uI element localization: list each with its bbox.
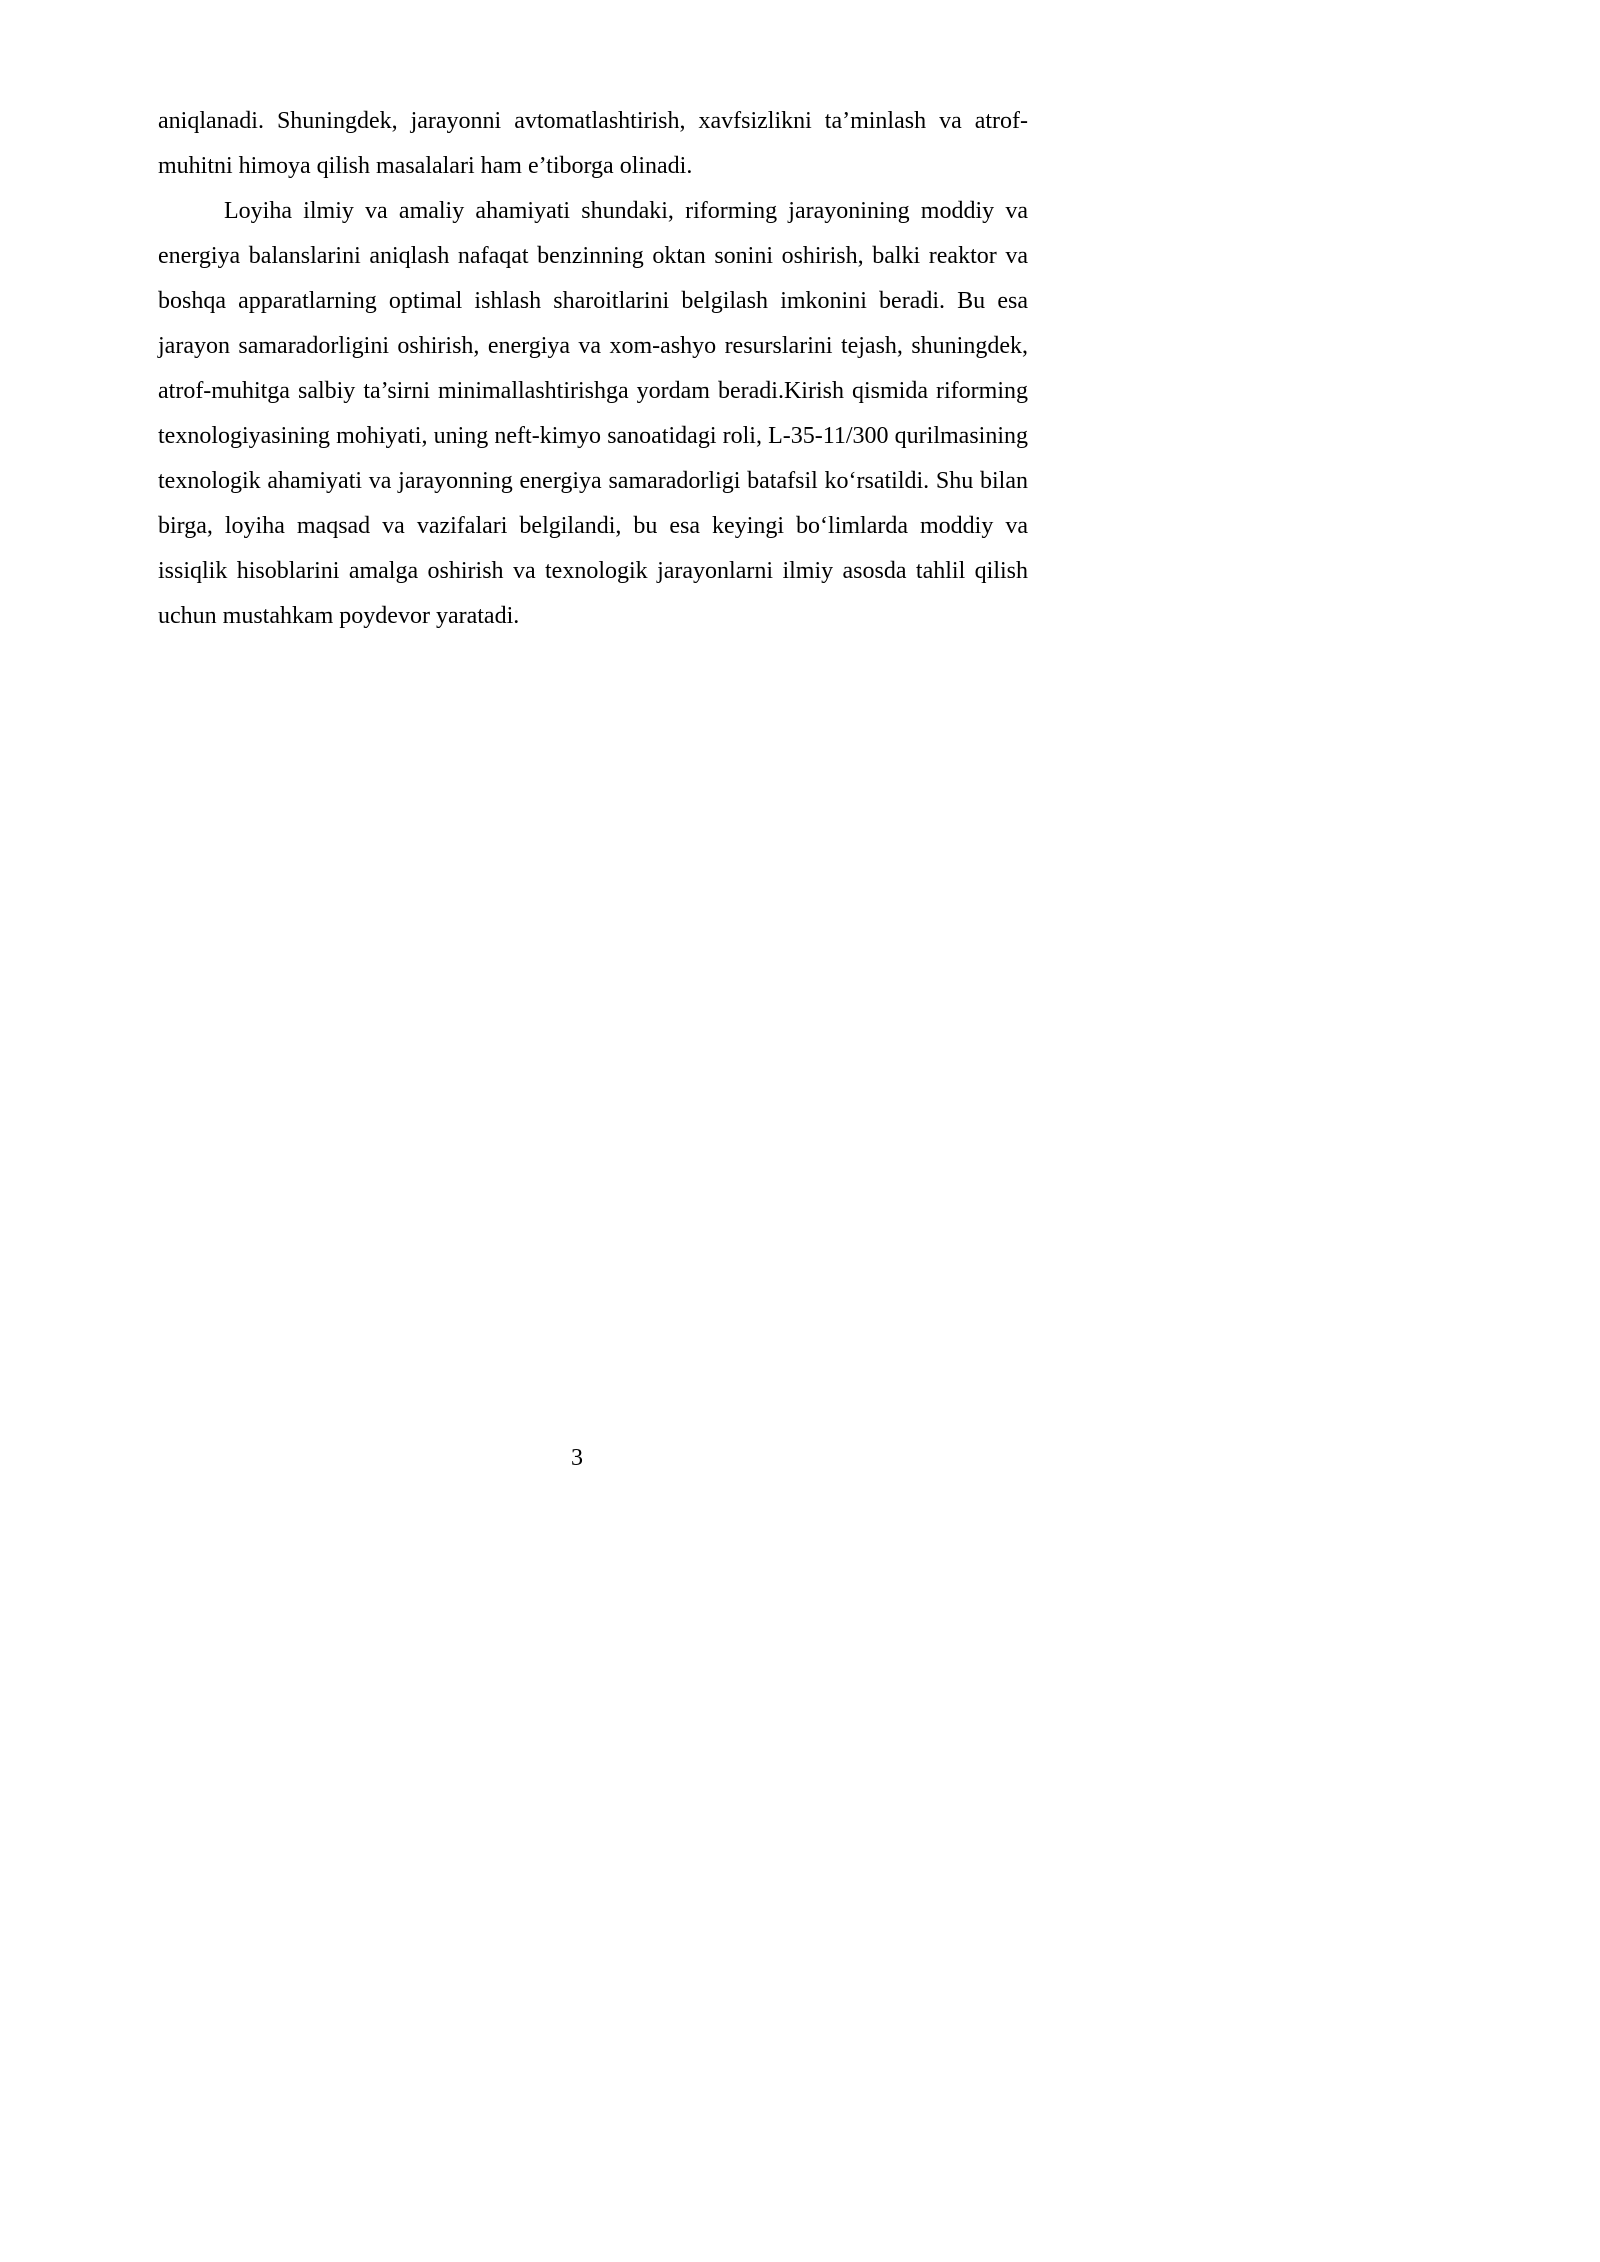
document-page: [0, 0, 1100, 1555]
paragraph-continuation: aniqlanadi. Shuningdek, jarayonni avtomatlashtirish, xavfsizlikni ta’minlash va atrof-muhitni himoya qilish masalalari ham e’tiborga olinadi.: [158, 108, 1028, 179]
page-number: 3: [571, 1445, 583, 1471]
document-body: [158, 99, 1028, 639]
paragraph-project-significance: Loyiha ilmiy va amaliy ahamiyati shundaki, riforming jarayonining moddiy va energiya balanslarini aniqlash nafaqat benzinning oktan sonini oshirish, balki reaktor va boshqa apparatlarning optimal ishlash sharoitlarini belgilash imkonini beradi. Bu esa jarayon samaradorligini oshirish, energiya va xom-ashyo resurslarini tejash, shuningdek, atrof-muhitga salbiy ta’sirni minimallashtirishga yordam beradi.Kirish qismida riforming texnologiyasining mohiyati, uning neft-kimyo sanoatidagi roli, L-35-11/300 qurilmasining texnologik ahamiyati va jarayonning energiya samaradorligi batafsil ko‘rsatildi. Shu bilan birga, loyiha maqsad va vazifalari belgilandi, bu esa keyingi bo‘limlarda moddiy va issiqlik hisoblarini amalga oshirish va texnologik jarayonlarni ilmiy asosda tahlil qilish uchun mustahkam poydevor yaratadi.: [158, 198, 1028, 629]
